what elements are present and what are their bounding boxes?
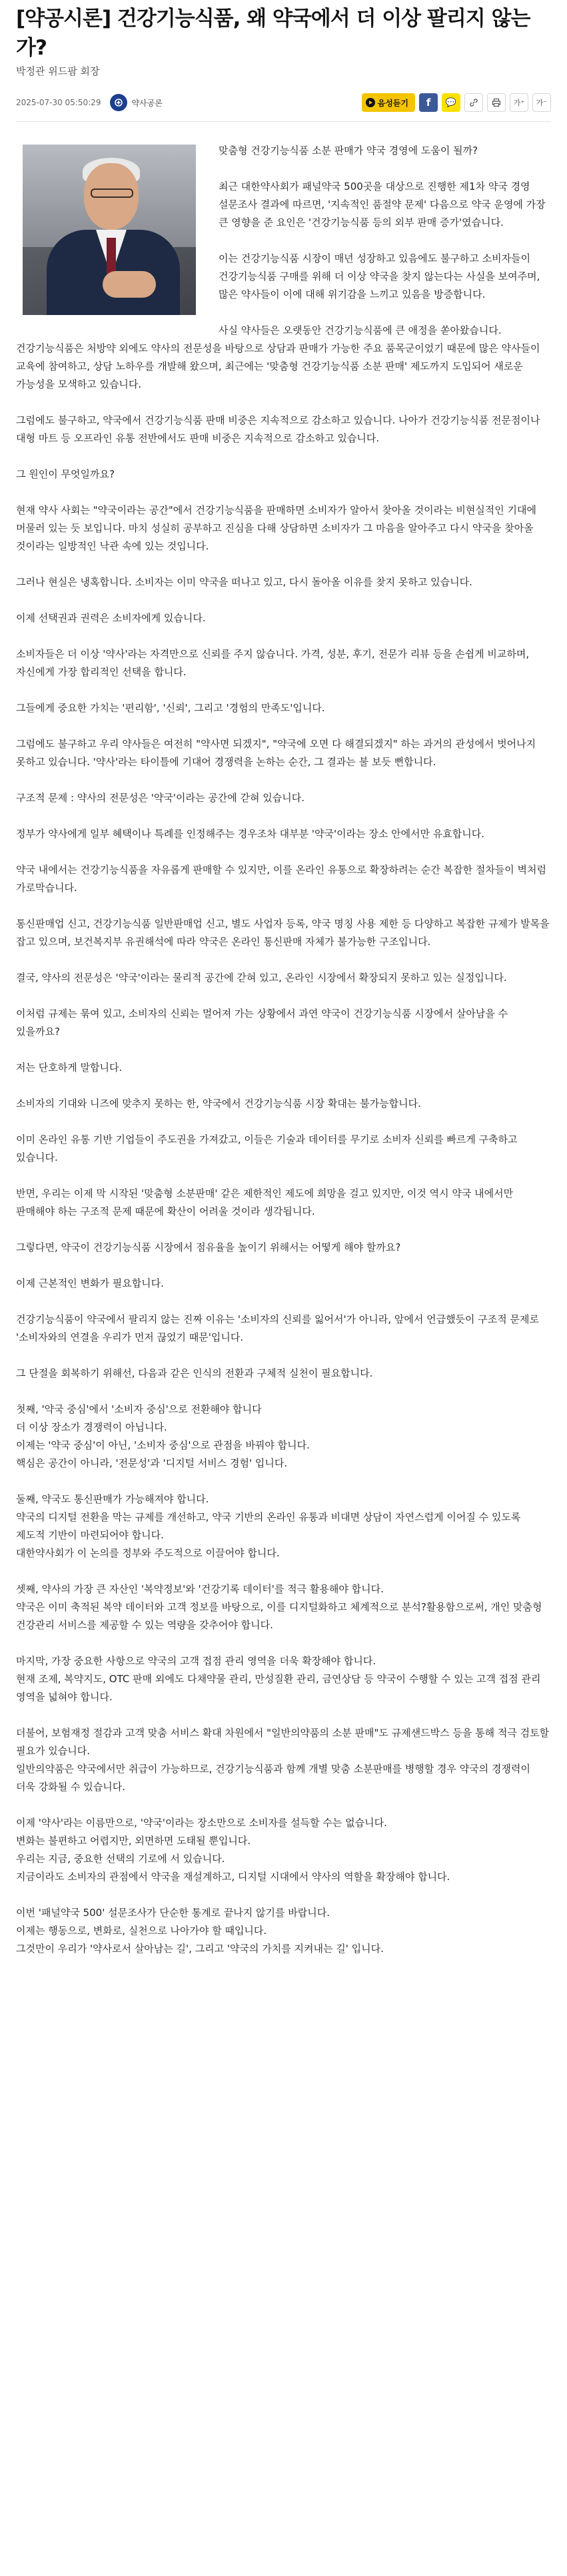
paragraph: 그러나 현실은 냉혹합니다. 소비자는 이미 약국을 떠나고 있고, 다시 돌아올 이유를 찾지 못하고 있습니다.	[16, 576, 472, 588]
paragraph: 통신판매업 신고, 건강기능식품 일반판매업 신고, 별도 사업자 등록, 약국 명칭 사용 제한 등 다양하고 복잡한 규제가 발목을 잡고 있으며, 보건복지부 유권해석에 따라 약국은 온라인 통신판매 자체가 불가능한 구조입니다.	[16, 918, 550, 948]
play-icon	[366, 98, 375, 107]
list-block	[16, 1401, 551, 1472]
copy-link-button[interactable]	[464, 93, 483, 112]
author-photo	[23, 145, 196, 315]
source-logo-icon	[110, 94, 127, 111]
paragraph: 정부가 약사에게 일부 혜택이나 특례를 인정해주는 경우조차 대부분 '약국'이라는 장소 안에서만 유효합니다.	[16, 828, 485, 840]
list-line: 더불어, 보험재정 절감과 고객 맞춤 서비스 확대 차원에서 "일반의약품의 소분 판매"도 규제샌드박스 등을 통해 적극 검토할 필요가 있습니다.	[16, 1727, 550, 1757]
source-name: 약사공론	[131, 98, 163, 108]
article-headline: [약공시론] 건강기능식품, 왜 약국에서 더 이상 팔리지 않는가?	[16, 7, 530, 60]
paragraph: 이제 선택권과 권력은 소비자에게 있습니다.	[16, 612, 206, 624]
source[interactable]	[110, 94, 162, 111]
list-line: 현재 조제, 복약지도, OTC 판매 외에도 다채약물 관리, 만성질환 관리, 금연상담 등 약국이 수행할 수 있는 고객 접점 관리 영역을 넓혀야 합니다.	[16, 1673, 541, 1703]
list-block	[16, 1724, 551, 1796]
list-line: 약국은 이미 축적된 복약 데이터와 고객 정보를 바탕으로, 이를 디지털화하고 체계적으로 분석?활용함으로써, 개인 맞춤형 건강관리 서비스를 제공할 수 있는 역량을 갖추어야 합니다.	[16, 1601, 542, 1631]
paragraph: 이미 온라인 유통 기반 기업들이 주도권을 가져갔고, 이들은 기술과 데이터를 무기로 소비자 신뢰를 빠르게 구축하고 있습니다.	[16, 1133, 518, 1163]
list-line: 첫째, '약국 중심'에서 '소비자 중심'으로 전환해야 합니다	[16, 1403, 262, 1415]
paragraph: 구조적 문제 : 약사의 전문성은 '약국'이라는 공간에 갇혀 있습니다.	[16, 792, 304, 804]
paragraph: 그들에게 중요한 가치는 '편리함', '신뢰', 그리고 '경험의 만족도'입니다.	[16, 702, 325, 714]
article-meta-row	[16, 91, 551, 115]
list-line: 이제는 행동으로, 변화로, 실천으로 나아가야 할 때입니다.	[16, 1925, 267, 1937]
font-size-down-button[interactable]: 가⁻	[532, 93, 551, 112]
list-line: 이번 '패널약국 500' 설문조사가 단순한 통계로 끝나지 않기를 바랍니다.	[16, 1907, 330, 1919]
paragraph: 사실 약사들은 오랫동안 건강기능식품에 큰 애정을 쏟아왔습니다. 건강기능식품은 처방약 외에도 약사의 전문성을 바탕으로 상담과 판매가 가능한 주요 품목군이었기 때문에 많은 약사들이 교육에 참여하고, 상담 노하우를 개발해 왔으며, 최근에는 '맞춤형 건강기능식품 소분 판매' 제도까지 도입되어 새로운 가능성을 모색하고 있습니다.	[16, 324, 540, 390]
list-line: 핵심은 공간이 아니라, '전문성'과 '디지털 서비스 경험' 입니다.	[16, 1457, 288, 1469]
listen-label: 음성듣기	[377, 98, 408, 108]
paragraph: 그럼에도 불구하고, 약국에서 건강기능식품 판매 비중은 지속적으로 감소하고 있습니다. 나아가 건강기능식품 전문점이나 대형 마트 등 오프라인 유통 전반에서도 판매 비중은 지속적으로 감소하고 있습니다.	[16, 414, 540, 444]
publish-date: 2025-07-30 05:50:29	[16, 98, 101, 107]
share-facebook-button[interactable]: f	[419, 93, 438, 112]
print-icon	[492, 98, 501, 107]
list-line: 둘째, 약국도 통신판매가 가능해져야 합니다.	[16, 1493, 209, 1505]
paragraph: 반면, 우리는 이제 막 시작된 '맞춤형 소분판매' 같은 제한적인 제도에 희망을 걸고 있지만, 이것 역시 약국 내에서만 판매해야 하는 구조적 문제 때문에 확산이 어려울 것이라 생각됩니다.	[16, 1187, 514, 1217]
paragraph: 결국, 약사의 전문성은 '약국'이라는 물리적 공간에 갇혀 있고, 온라인 시장에서 확장되지 못하고 있는 실정입니다.	[16, 972, 507, 984]
paragraph: 그렇다면, 약국이 건강기능식품 시장에서 점유율을 높이기 위해서는 어떻게 해야 할까요?	[16, 1241, 401, 1253]
list-line: 이제 '약사'라는 이름만으로, '약국'이라는 장소만으로 소비자를 설득할 수는 없습니다.	[16, 1817, 387, 1829]
list-line: 더 이상 장소가 경쟁력이 아닙니다.	[16, 1421, 167, 1433]
paragraph: 최근 대한약사회가 패널약국 500곳을 대상으로 진행한 제1차 약국 경영 설문조사 결과에 따르면, '지속적인 품절약 문제' 다음으로 약국 운영에 가장 큰 영향을 준 요인은 '건강기능식품 등의 외부 판매 증가'였습니다.	[219, 180, 546, 228]
article-body	[16, 142, 551, 1976]
paragraph: 소비자들은 더 이상 '약사'라는 자격만으로 신뢰를 주지 않습니다. 가격, 성분, 후기, 전문가 리뷰 등을 손쉽게 비교하며, 자신에게 가장 합리적인 선택을 합니다.	[16, 648, 530, 678]
paragraph: 그럼에도 불구하고 우리 약사들은 여전히 "약사면 되겠지", "약국에 오면 다 해결되겠지" 하는 과거의 관성에서 벗어나지 못하고 있습니다. '약사'라는 타이틀에 기대어 경쟁력을 논하는 순간, 그 결과는 불 보듯 뻔합니다.	[16, 738, 536, 768]
list-line: 셋째, 약사의 가장 큰 자산인 '복약정보'와 '건강기록 데이터'를 적극 활용해야 합니다.	[16, 1583, 384, 1595]
paragraph: 그 원인이 무엇일까요?	[16, 468, 115, 480]
list-line: 우리는 지금, 중요한 선택의 기로에 서 있습니다.	[16, 1853, 225, 1865]
print-button[interactable]	[487, 93, 506, 112]
paragraph: 이는 건강기능식품 시장이 매년 성장하고 있음에도 불구하고 소비자들이 건강기능식품 구매를 위해 더 이상 약국을 찾지 않는다는 사실을 보여주며, 많은 약사들이 이에 대해 위기감을 느끼고 있음을 방증합니다.	[219, 252, 540, 300]
list-line: 마지막, 가장 중요한 사항으로 약국의 고객 접점 관리 영역을 더욱 확장해야 합니다.	[16, 1655, 376, 1667]
list-line: 일반의약품은 약국에서만 취급이 가능하므로, 건강기능식품과 함께 개별 맞춤 소분판매를 병행할 경우 약국의 경쟁력이 더욱 강화될 수 있습니다.	[16, 1763, 530, 1793]
list-block	[16, 1904, 551, 1958]
meta-left	[16, 94, 163, 111]
paragraph: 소비자의 기대와 니즈에 맞추지 못하는 한, 약국에서 건강기능식품 시장 확대는 불가능합니다.	[16, 1098, 421, 1110]
header-divider	[16, 121, 551, 122]
article-tools	[362, 93, 551, 112]
list-block	[16, 1580, 551, 1634]
article-byline: 박정관 위드팜 회장	[16, 65, 100, 77]
link-icon	[469, 98, 478, 107]
paragraph: 건강기능식품이 약국에서 팔리지 않는 진짜 이유는 '소비자의 신뢰를 잃어서'가 아니라, 앞에서 언급했듯이 구조적 문제로 '소비자와의 연결을 우리가 먼저 끊었기 때문'입니다.	[16, 1313, 540, 1343]
paragraph: 맞춤형 건강기능식품 소분 판매가 약국 경영에 도움이 될까?	[219, 145, 478, 157]
article-header	[16, 0, 551, 122]
share-kakao-button[interactable]: 💬	[442, 93, 460, 112]
paragraph: 이제 근본적인 변화가 필요합니다.	[16, 1277, 164, 1289]
listen-button[interactable]	[362, 93, 415, 112]
list-block	[16, 1652, 551, 1706]
list-line: 이제는 '약국 중심'이 아닌, '소비자 중심'으로 관점을 바꿔야 합니다.	[16, 1439, 310, 1451]
paragraph: 그 단절을 회복하기 위해선, 다음과 같은 인식의 전환과 구체적 실천이 필요합니다.	[16, 1367, 373, 1379]
paragraph: 저는 단호하게 말합니다.	[16, 1062, 123, 1074]
list-line: 대한약사회가 이 논의를 정부와 주도적으로 이끌어야 합니다.	[16, 1547, 280, 1559]
paragraph: 현재 약사 사회는 "약국이라는 공간"에서 건강기능식품을 판매하면 소비자가 알아서 찾아올 것이라는 비현실적인 기대에 머물러 있는 듯 보입니다. 마치 성실히 공부하고 진심을 다해 상담하면 소비자가 그 마음을 알아주고 다시 약국을 찾아올 것이라는 일방적인 낙관 속에 있는 것입니다.	[16, 504, 537, 552]
list-line: 지금이라도 소비자의 관점에서 약국을 재설계하고, 디지털 시대에서 약사의 역할을 확장해야 합니다.	[16, 1871, 450, 1883]
font-size-up-button[interactable]: 가⁺	[510, 93, 528, 112]
list-block	[16, 1814, 551, 1886]
paragraph: 이처럼 규제는 묶여 있고, 소비자의 신뢰는 멀어져 가는 상황에서 과연 약국이 건강기능식품 시장에서 살아남을 수 있을까요?	[16, 1008, 508, 1038]
paragraph: 약국 내에서는 건강기능식품을 자유롭게 판매할 수 있지만, 이를 온라인 유통으로 확장하려는 순간 복잡한 절차들이 벽처럼 가로막습니다.	[16, 864, 547, 894]
list-block	[16, 1490, 551, 1562]
list-line: 그것만이 우리가 '약사로서 살아남는 길', 그리고 '약국의 가치를 지켜내는 길' 입니다.	[16, 1943, 384, 1955]
list-line: 약국의 디지털 전환을 막는 규제를 개선하고, 약국 기반의 온라인 유통과 비대면 상담이 자연스럽게 이어질 수 있도록 제도적 기반이 마련되어야 합니다.	[16, 1511, 521, 1541]
list-line: 변화는 불편하고 어렵지만, 외면하면 도태될 뿐입니다.	[16, 1835, 251, 1847]
